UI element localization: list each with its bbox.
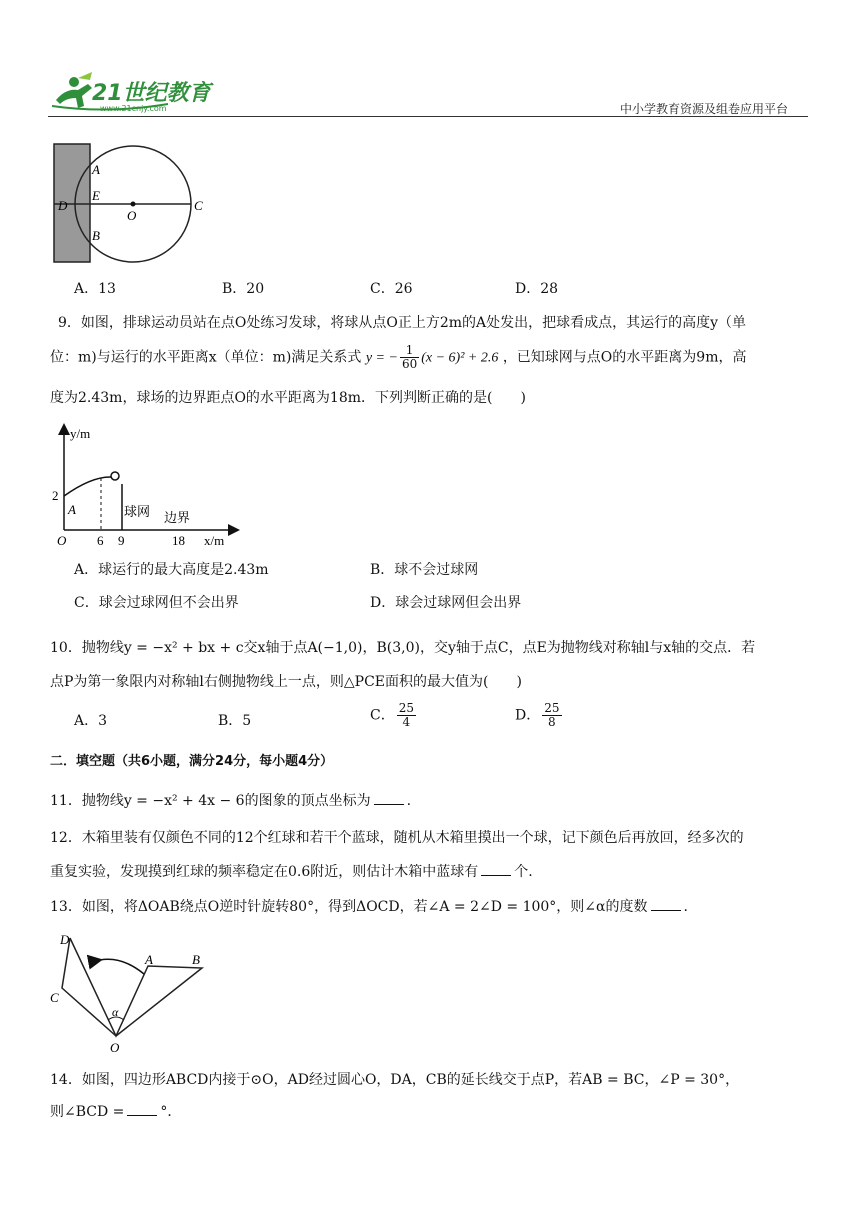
logo-text: 21世纪教育 <box>92 81 211 106</box>
q10-option-d-fraction <box>542 702 561 729</box>
q8-option-a: A．13 <box>74 281 116 297</box>
q9-volleyball-graph <box>52 420 252 550</box>
fig13-label-alpha: α <box>112 1005 119 1019</box>
fig8-label-b: B <box>92 228 100 243</box>
fig13-label-d: D <box>60 932 70 947</box>
q9-line-2-a: 位：m)与运行的水平距离x（单位：m)满足关系式 <box>50 349 362 366</box>
q10-option-d-label: D． <box>515 707 541 724</box>
q9-formula-lead: y = − <box>365 350 398 366</box>
q13-text: 13．如图，将ΔOAB绕点O逆时针旋转80°，得到ΔOCD，若∠A = 2∠D = 100°，则∠α的度数 <box>50 899 648 915</box>
q9-label-2: 2 <box>52 488 59 503</box>
q9-label-o: O <box>57 533 67 548</box>
q11-text: 11．抛物线y = −x² + 4x − 6的图象的顶点坐标为 <box>50 793 371 809</box>
q12-line-1: 12．木箱里装有仅颜色不同的12个红球和若干个蓝球，随机从木箱里摸出一个球，记下颜色后再放回，经多次的 <box>50 830 744 846</box>
fig8-label-o: O <box>127 208 137 223</box>
q10-c-num: 25 <box>398 701 414 715</box>
q13-end: . <box>683 899 688 915</box>
q13-rotation-figure <box>48 928 228 1056</box>
q14-line-2-b: °． <box>160 1104 182 1120</box>
q9-line-2 <box>50 344 746 371</box>
fig13-label-c: C <box>50 990 59 1005</box>
q10-c-den: 4 <box>402 715 411 729</box>
q10-line-1: 10．抛物线y = −x² + bx + c交x轴于点A(−1,0)，B(3,0)，交y轴于点C，点E为抛物线对称轴l与x轴的交点．若 <box>50 640 756 656</box>
fig8-label-d: D <box>58 198 68 213</box>
q11-answer-blank[interactable] <box>374 792 404 805</box>
q8-option-b: B．20 <box>222 281 265 297</box>
fig8-label-c: C <box>194 198 203 213</box>
q9-line-2-b: ，已知球网与点O的水平距离为9m，高 <box>502 349 747 366</box>
q10-option-c <box>370 702 418 729</box>
q10-d-num: 25 <box>544 701 560 715</box>
q14-line-1: 14．如图，四边形ABCD内接于⊙O，AD经过圆心O，DA，CB的延长线交于点P，若AB = BC，∠P = 30°， <box>50 1072 740 1088</box>
q10-d-den: 8 <box>548 715 556 729</box>
header-divider <box>48 116 808 117</box>
fig8-label-a: A <box>92 162 100 177</box>
q9-line-1: 9．如图，排球运动员站在点O处练习发球，将球从点O正上方2m的A处发出，把球看成点，其运行的高度y（单 <box>58 315 747 331</box>
q9-frac-den: 60 <box>401 357 418 371</box>
fig13-label-b: B <box>192 952 200 967</box>
q10-option-a: A．3 <box>74 713 108 729</box>
q9-option-a: A．球运行的最大高度是2.43m <box>74 562 269 578</box>
q9-frac-num: 1 <box>400 344 419 358</box>
logo-url: www.21cnjy.com <box>100 104 167 113</box>
q9-formula-fraction <box>400 344 419 371</box>
q10-option-b: B．5 <box>218 713 252 729</box>
q10-option-c-label: C． <box>370 707 395 724</box>
q10-option-d <box>515 702 564 729</box>
q14-line-2 <box>50 1102 181 1122</box>
fig13-label-o: O <box>110 1040 120 1055</box>
q12-line-2 <box>50 862 533 882</box>
q9-net-label: 球网 <box>124 504 151 519</box>
q9-label-6: 6 <box>97 533 104 548</box>
q14-line-2-a: 则∠BCD = <box>50 1104 125 1120</box>
q11-end: . <box>406 793 412 809</box>
q8-circle-figure <box>50 140 220 270</box>
q9-label-18: 18 <box>172 533 185 548</box>
fig13-label-a: A <box>145 952 153 967</box>
q13 <box>50 897 688 917</box>
q12-answer-blank[interactable] <box>481 863 511 876</box>
q9-y-axis-label: y/m <box>70 426 91 441</box>
q13-answer-blank[interactable] <box>651 898 681 911</box>
q9-option-d: D．球会过球网但会出界 <box>370 595 522 611</box>
q12-line-2-a: 重复实验，发现摸到红球的频率稳定在0.6附近，则估计木箱中蓝球有 <box>50 864 479 880</box>
platform-name: 中小学教育资源及组卷应用平台 <box>620 102 789 116</box>
q9-line-3: 度为2.43m，球场的边界距点O的水平距离为18m．下列判断正确的是( ) <box>50 390 526 406</box>
q9-option-b: B．球不会过球网 <box>370 562 479 578</box>
q12-line-2-b: 个. <box>514 864 533 880</box>
q9-label-a: A <box>68 502 76 517</box>
q9-border-label: 边界 <box>164 510 191 525</box>
q9-label-9: 9 <box>118 533 125 548</box>
section-2-heading: 二．填空题（共6小题，满分24分，每小题4分） <box>50 754 334 769</box>
q10-line-2: 点P为第一象限内对称轴l右侧抛物线上一点，则△PCE面积的最大值为( ) <box>50 674 522 690</box>
fig8-label-e: E <box>92 188 100 203</box>
q10-option-c-fraction <box>397 702 416 729</box>
q8-option-c: C．26 <box>370 281 413 297</box>
q9-formula-tail: (x − 6)² + 2.6 <box>421 350 499 366</box>
q14-answer-blank[interactable] <box>127 1103 157 1116</box>
q9-option-c: C．球会过球网但不会出界 <box>74 595 239 611</box>
q8-option-d: D．28 <box>515 281 559 297</box>
q9-x-axis-label: x/m <box>204 533 225 548</box>
q11 <box>50 791 411 811</box>
